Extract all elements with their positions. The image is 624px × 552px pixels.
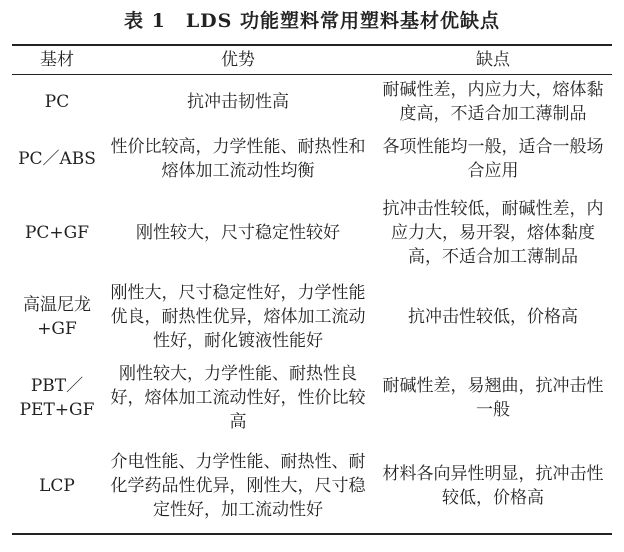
table-row bbox=[12, 189, 612, 277]
table-row bbox=[12, 277, 612, 357]
base-cell: PBT／PET+GF bbox=[19, 376, 95, 420]
base-cell: PC bbox=[44, 91, 70, 112]
table-row bbox=[12, 75, 612, 128]
cons-cell: 各项性能均一般，适合一般场合应用 bbox=[382, 136, 604, 181]
table-row bbox=[12, 357, 612, 439]
pros-cell: 性价比较高，力学性能、耐热性和熔体加工流动性均衡 bbox=[110, 136, 366, 181]
cons-cell: 耐碱性差，易翘曲，抗冲击性一般 bbox=[382, 376, 604, 420]
base-cell: PC+GF bbox=[24, 223, 90, 243]
header-pros: 优势 bbox=[221, 50, 255, 70]
table-header-row bbox=[12, 46, 612, 75]
base-cell: LCP bbox=[39, 476, 75, 496]
base-cell: 高温尼龙 +GF bbox=[23, 295, 91, 339]
table-row bbox=[12, 128, 612, 189]
header-cons: 缺点 bbox=[476, 50, 510, 70]
pros-cell: 抗冲击韧性高 bbox=[187, 91, 289, 112]
header-base: 基材 bbox=[40, 50, 74, 70]
table-title: 表 1 LDS 功能塑料常用塑料基材优缺点 bbox=[123, 10, 500, 32]
cons-cell: 材料各向异性明显，抗冲击性较低，价格高 bbox=[382, 464, 604, 508]
pros-cell: 介电性能、力学性能、耐热性、耐化学药品性优异，刚性大，尺寸稳定性好，加工流动性好 bbox=[110, 452, 366, 520]
cons-cell: 耐碱性差，内应力大，熔体黏度高，不适合加工薄制品 bbox=[382, 79, 604, 124]
pros-cell: 刚性大，尺寸稳定性好，力学性能优良，耐热性优异，熔体加工流动性好，耐化镀液性能好 bbox=[110, 283, 366, 351]
base-cell: PC／ABS bbox=[18, 148, 96, 169]
table-row bbox=[12, 439, 612, 533]
pros-cell: 刚性较大，力学性能、耐热性良好，熔体加工流动性好，性价比较高 bbox=[110, 364, 366, 432]
cons-cell: 抗冲击性较低，耐碱性差，内应力大，易开裂，熔体黏度高，不适合加工薄制品 bbox=[382, 199, 604, 267]
pros-cell: 刚性较大，尺寸稳定性较好 bbox=[136, 223, 340, 243]
comparison-table bbox=[12, 44, 612, 535]
cons-cell: 抗冲击性较低，价格高 bbox=[408, 307, 578, 327]
